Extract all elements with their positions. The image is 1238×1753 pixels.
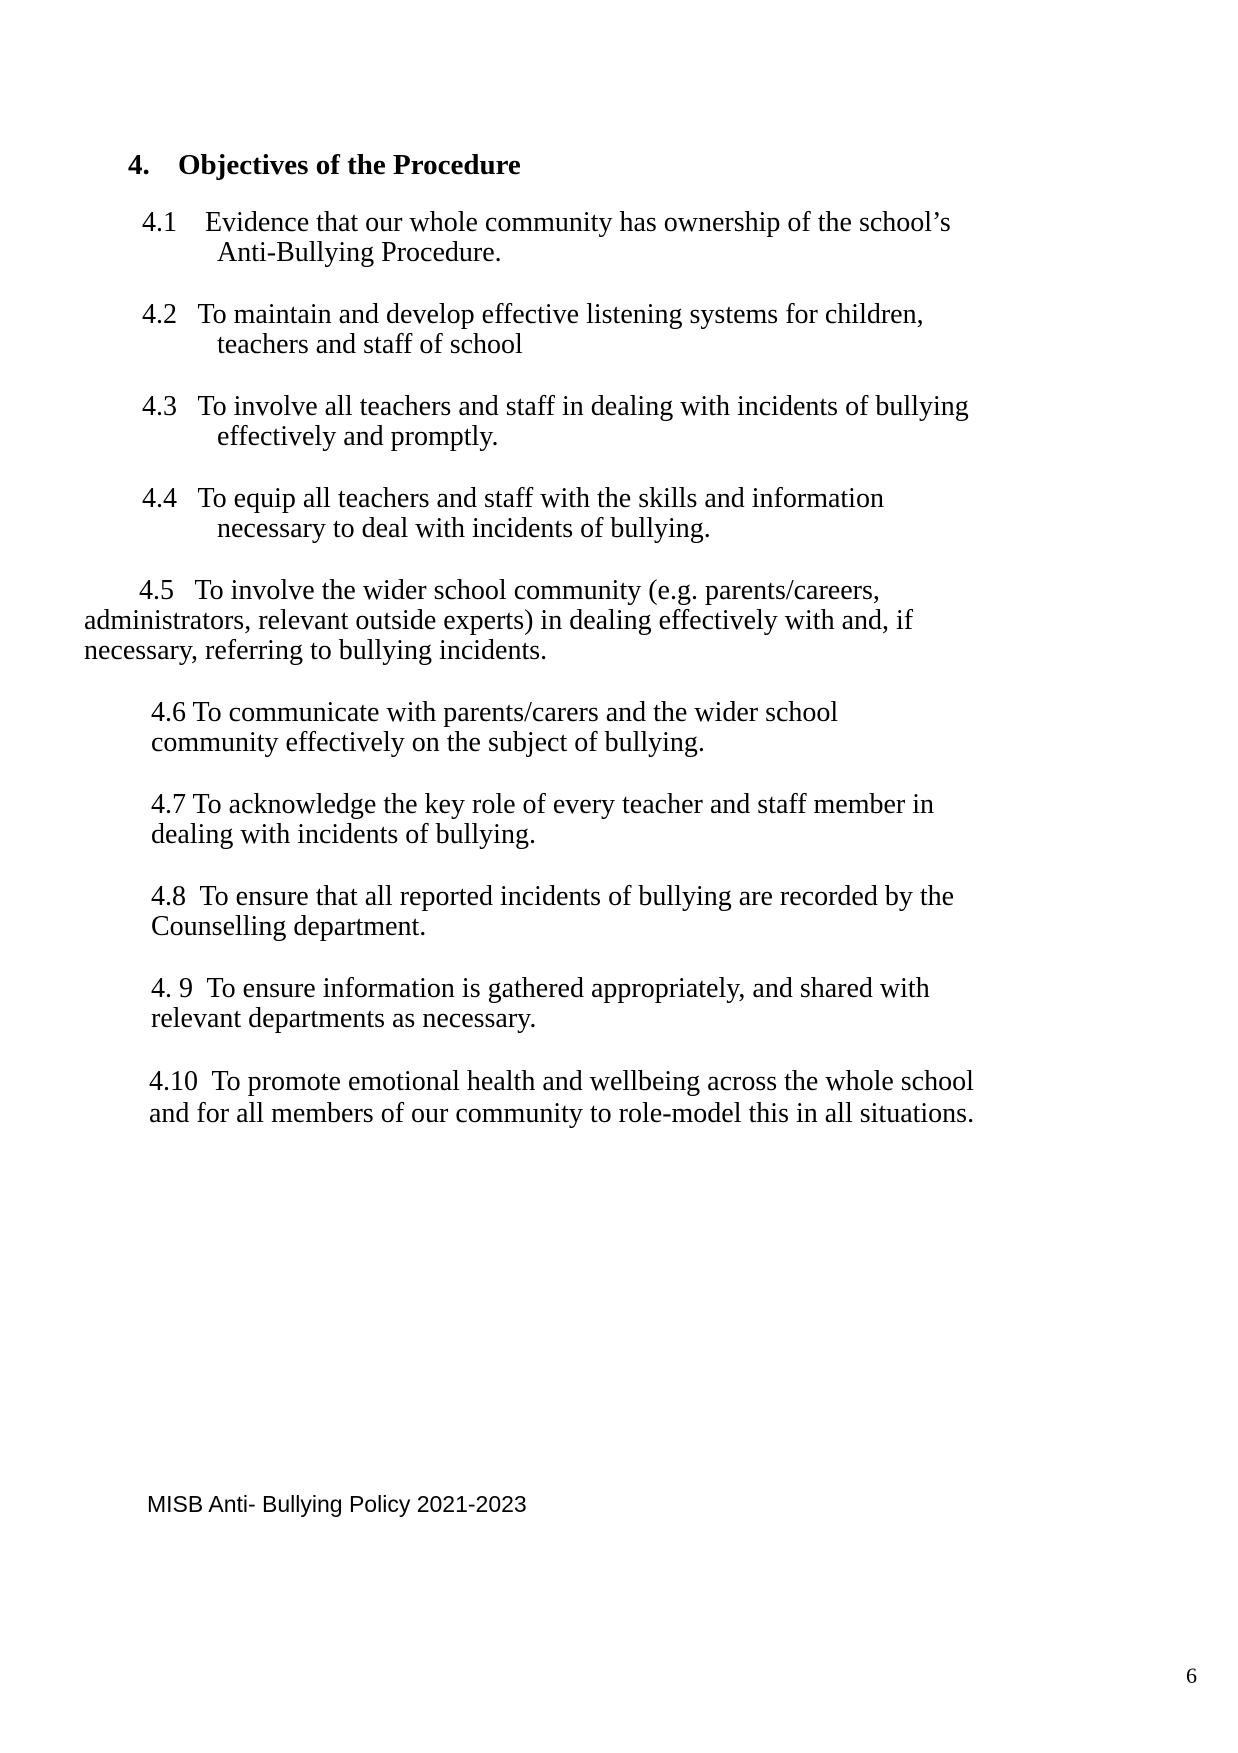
section-number: 4. [128,149,150,181]
page-number: 6 [1186,1663,1197,1688]
objective-4-1 [142,208,951,268]
objective-line: Anti-Bullying Procedure. [217,237,502,268]
objective-line: 4.3 To involve all teachers and staff in dealing with incidents of bullying [142,391,969,422]
objective-line: 4.4 To equip all teachers and staff with the skills and information [142,483,884,514]
objective-4-5 [84,576,913,666]
objective-line: 4.6 To communicate with parents/carers and the wider school [151,697,839,728]
objective-line: and for all members of our community to role-model this in all situations. [149,1098,975,1129]
objective-line: dealing with incidents of bullying. [151,819,536,850]
objective-line: necessary, referring to bullying incidents. [84,635,548,666]
objective-line: teachers and staff of school [217,329,523,360]
objective-line: 4.8 To ensure that all reported incidents of bullying are recorded by the [151,881,955,912]
objective-line: 4.2 To maintain and develop effective listening systems for children, [142,299,924,330]
objective-4-8 [151,882,954,942]
objective-4-6 [151,698,838,758]
objective-line: 4.7 To acknowledge the key role of every teacher and staff member in [151,789,935,820]
objective-4-4 [142,484,884,544]
section-heading [128,148,521,182]
objective-line: Counselling department. [151,911,427,942]
footer-text: MISB Anti- Bullying Policy 2021-2023 [147,1491,527,1517]
objective-line: effectively and promptly. [217,421,499,452]
objective-line: necessary to deal with incidents of bullying. [217,513,711,544]
section-title: Objectives of the Procedure [178,149,521,181]
objective-4-7 [151,790,934,850]
objective-line: community effectively on the subject of bullying. [151,727,705,758]
objective-line: 4.5 To involve the wider school community (e.g. parents/careers, [139,575,880,606]
objective-4-2 [142,300,924,360]
objective-line: 4.1 Evidence that our whole community has ownership of the school’s [142,207,951,238]
objective-line: 4.10 To promote emotional health and wellbeing across the whole school [149,1066,974,1097]
objective-4-10 [149,1066,974,1130]
objective-line: administrators, relevant outside experts) in dealing effectively with and, if [84,605,914,636]
objective-line: relevant departments as necessary. [151,1003,537,1034]
objective-line: 4. 9 To ensure information is gathered appropriately, and shared with [151,973,930,1004]
objective-4-3 [142,392,969,452]
objective-4-9 [151,974,930,1034]
